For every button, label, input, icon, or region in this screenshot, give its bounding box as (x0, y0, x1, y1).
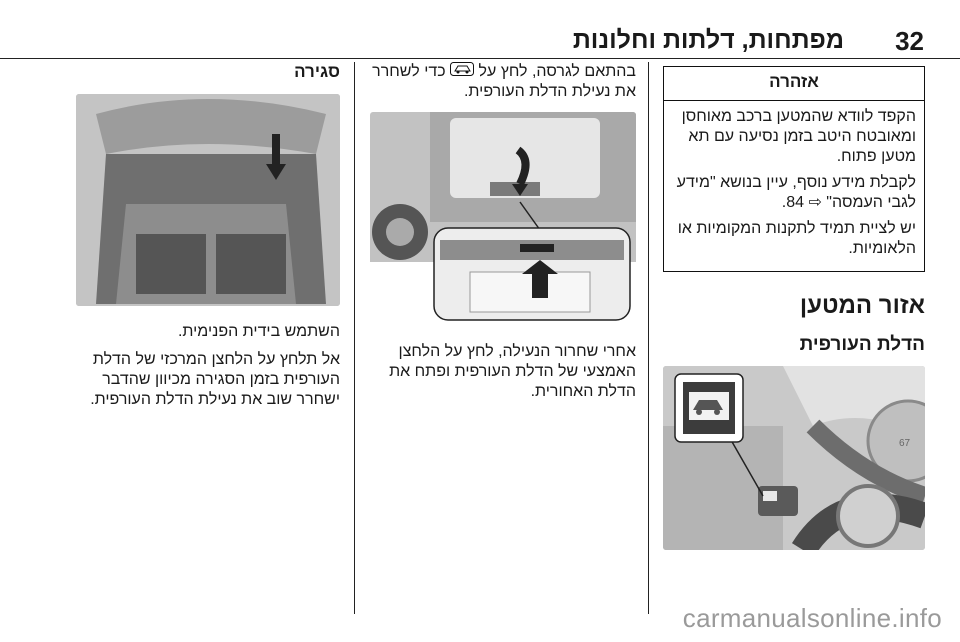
warning-body (664, 101, 924, 271)
column-divider (354, 62, 355, 614)
interior-illustration (663, 366, 925, 550)
right-column (663, 62, 925, 390)
rear-door-figure (370, 112, 636, 324)
closing-title: סגירה (294, 62, 340, 81)
speedometer-label: 67 (899, 438, 911, 449)
page-number: 32 (895, 26, 924, 56)
page-header (0, 24, 960, 59)
rear-door-illustration (370, 112, 636, 324)
left-column-lower (76, 322, 340, 410)
column-divider (648, 62, 649, 614)
closing-paragraph: השתמש בידית הפנימית. (177, 323, 340, 340)
after-release-instruction: אחרי שחרור הנעילה, לחץ על הלחצן האמצעי של הדלת העורפית ופתח את הדלת האחורית. (389, 343, 636, 400)
release-instruction-start: בהתאם לגרסה, לחץ על (478, 63, 636, 80)
warning-title: אזהרה (664, 67, 924, 101)
middle-column-lower (370, 342, 636, 402)
closing-paragraph: אל תלחץ על הלחצן המרכזי של הדלת העורפית בזמן הסגירה מכיוון שהדבר ישחרר שוב את נעילת הדלת העורפית. (90, 351, 340, 408)
warning-paragraph: יש לציית תמיד לתקנות המקומיות או הלאומיות. (677, 220, 916, 257)
trunk-closing-figure (76, 94, 340, 306)
release-instruction (370, 62, 636, 102)
trunk-illustration (76, 94, 340, 306)
section-title: אזור המטען (799, 292, 925, 319)
left-column (76, 62, 340, 82)
subsection-title: הדלת העורפית (799, 334, 925, 355)
page-title: מפתחות, דלתות וחלונות (572, 26, 844, 54)
tailgate-release-icon (450, 62, 474, 82)
interior-figure (663, 366, 925, 550)
warning-paragraph: הקפד לוודא שהמטען ברכב מאוחסן ומאובטח היטב בזמן נסיעה עם תא מטען פתוח. (681, 108, 916, 165)
warning-paragraph: לקבלת מידע נוסף, עיין בנושא "מידע לגבי העמסה" ⇨ 84. (676, 174, 916, 211)
release-instruction-end: כדי לשחרר את נעילת הדלת העורפית. (372, 63, 636, 100)
warning-box (663, 66, 925, 272)
watermark: carmanualsonline.info (682, 603, 942, 633)
middle-column (370, 62, 636, 102)
